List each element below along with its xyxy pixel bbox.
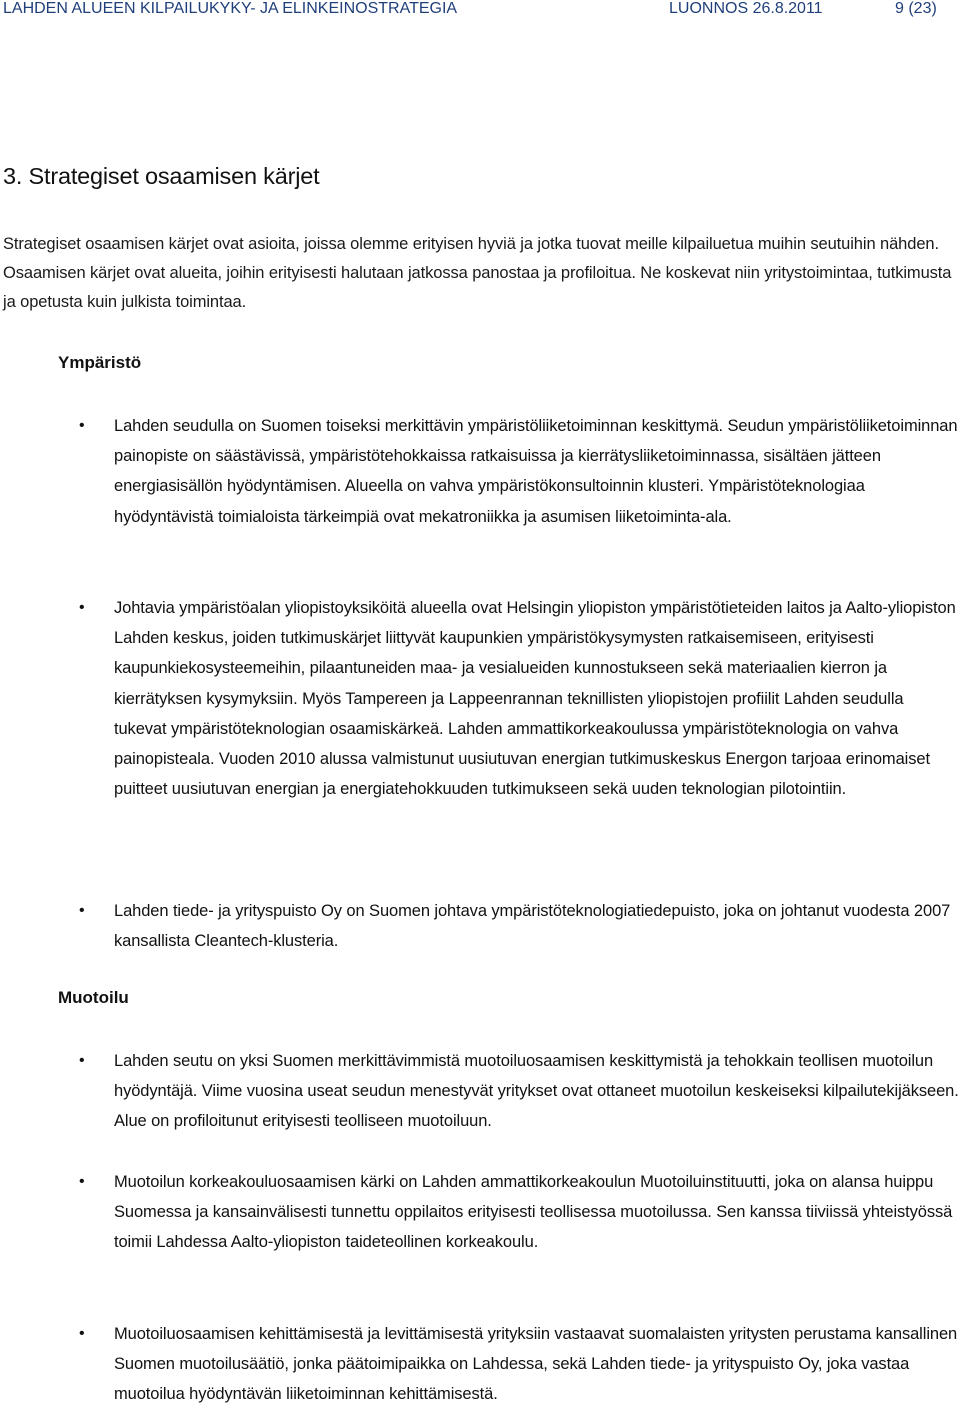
subheading-ymparisto: Ympäristö <box>58 353 142 372</box>
bullet-dot-icon: • <box>79 417 85 434</box>
list-item-text: Lahden tiede- ja yrityspuisto Oy on Suomen johtava ympäristöteknologiatiedepuisto, joka on johtanut vuodesta 2007 kansallista Cleantech-klusteria. <box>114 902 951 951</box>
page-header <box>0 0 960 24</box>
bullet-dot-icon: • <box>79 1325 85 1342</box>
document-version: LUONNOS 26.8.2011 <box>669 0 823 17</box>
list-item <box>76 1319 960 1410</box>
subheading-muotoilu: Muotoilu <box>58 988 129 1007</box>
list-item <box>76 896 960 956</box>
list-item <box>76 1167 960 1258</box>
bullet-dot-icon: • <box>79 1173 85 1190</box>
list-item-text: Muotoiluosaamisen kehittämisestä ja levittämisestä yrityksiin vastaavat suomalaisten yritysten perustama kansallinen Suomen muotoilusäätiö, jonka päätoimipaikka on Lahdessa, sekä Lahden tiede- ja yrityspuisto Oy, joka vastaa muotoilua hyödyntävän liiketoiminnan kehittämisestä. <box>114 1325 958 1404</box>
bullet-dot-icon: • <box>79 599 85 616</box>
list-item <box>76 411 960 532</box>
document-title: LAHDEN ALUEEN KILPAILUKYKY- JA ELINKEINOSTRATEGIA <box>3 0 458 17</box>
list-item <box>76 1046 960 1137</box>
list-item-text: Lahden seudulla on Suomen toiseksi merkittävin ympäristöliiketoiminnan keskittymä. Seudun ympäristöliiketoiminnan painopiste on säästävissä, ympäristötehokkaissa ratkaisuissa ja kierrätysliiketoiminnassa, sisältäen jätteen energiasisällön hyödyntämisen. Alueella on vahva ympäristökonsultoinnin klusteri. Ympäristöteknologiaa hyödyntävistä toimialoista tärkeimpiä ovat mekatroniikka ja asumisen liiketoiminta-ala. <box>114 417 958 526</box>
bullet-dot-icon: • <box>79 1052 85 1069</box>
bullet-dot-icon: • <box>79 902 85 919</box>
list-item-text: Muotoilun korkeakouluosaamisen kärki on Lahden ammattikorkeakoulun Muotoiluinstituutti, joka on alansa huippu Suomessa ja kansainvälisesti tunnettu oppilaitos erityisesti teollisessa muotoilussa. Sen kanssa tiiviissä yhteistyössä toimii Lahdessa Aalto-yliopiston taideteollinen korkeakoulu. <box>114 1173 953 1252</box>
list-item <box>76 593 960 804</box>
list-item-text: Lahden seutu on yksi Suomen merkittävimmistä muotoiluosaamisen keskittymistä ja tehokkain teollisen muotoilun hyödyntäjä. Viime vuosina useat seudun menestyvät yritykset ovat ottaneet muotoilun keskeiseksi kilpailutekijäkseen. Alue on profiloitunut erityisesti teolliseen muotoiluun. <box>114 1052 959 1131</box>
list-item-text: Johtavia ympäristöalan yliopistoyksiköitä alueella ovat Helsingin yliopiston ympäristötieteiden laitos ja Aalto-yliopiston Lahden keskus, joiden tutkimuskärjet liittyvät kaupunkien ympäristökysymysten ratkaisemiseen, erityisesti kaupunkiekosysteemeihin, pilaantuneiden maa- ja vesialueiden kunnostukseen sekä materiaalien kierron ja kierrätyksen kysymyksiin. Myös Tampereen ja Lappeenrannan teknillisten yliopistojen profiilit Lahden seudulla tukevat ympäristöteknologian osaamiskärkeä. Lahden ammattikorkeakoulussa ympäristöteknologia on vahva painopisteala. Vuoden 2010 alussa valmistunut uusiutuvan energian tutkimuskeskus Energon tarjoaa erinomaiset puitteet uusiutuvan energian ja energiatehokkuuden tutkimukseen sekä uuden teknologian pilotointiin. <box>114 599 956 799</box>
intro-paragraph: Strategiset osaamisen kärjet ovat asioita, joissa olemme erityisen hyviä ja jotka tuovat meille kilpailuetua muihin seutuihin nähden. Osaamisen kärjet ovat alueita, joihin erityisesti halutaan jatkossa panostaa ja profiloitua. Ne koskevat niin yritystoimintaa, tutkimusta ja opetusta kuin julkista toimintaa. <box>3 235 952 311</box>
section-heading: 3. Strategiset osaamisen kärjet <box>3 163 320 189</box>
page-number: 9 (23) <box>895 0 937 17</box>
